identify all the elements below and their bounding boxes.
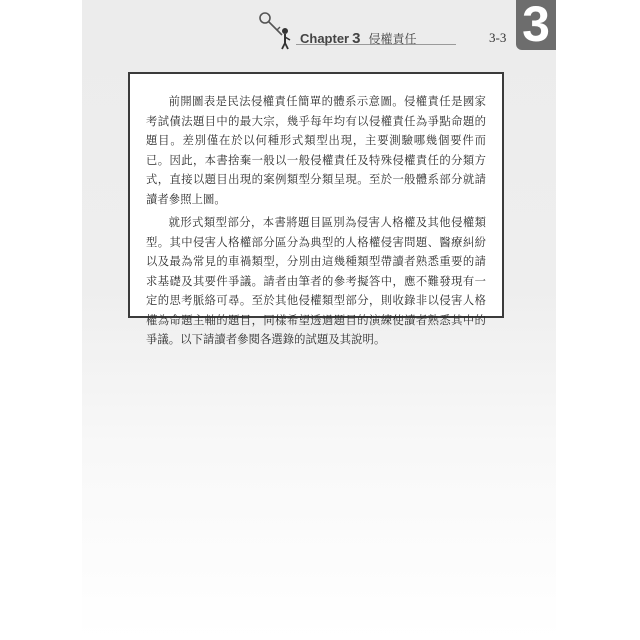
chapter-tab-number: 3 [522,0,550,52]
chapter-title: 侵權責任 [368,32,417,46]
text-box [128,72,504,346]
chapter-heading [300,30,416,48]
chapter-number: 3 [352,30,361,47]
chapter-label: Chapter [300,31,350,46]
paragraph-1: 前開圖表是民法侵權責任簡單的體系示意圖。侵權責任是國家考試債法題目中的最大宗，幾乎每年均有以侵權責任為爭點命題的題目。差別僅在於以何種形式類型出現，主要測驗哪幾個要件而已。因此，本書捨棄一般以一般侵權責任及特殊侵權責任的分類方式，直接以題目出現的案例類型分類呈現。至於一般體系部分就請讀者參照上圖。 [146,95,486,206]
page-number: 3-3 [489,30,507,45]
paragraph-2: 就形式類型部分，本書將題目區別為侵害人格權及其他侵權類型。其中侵害人格權部分區分為典型的人格權侵害問題、醫療糾紛以及最為常見的車禍類型，分別由這幾種類型帶讀者熟悉重要的請求基礎及其要件爭議。請者由筆者的參考擬答中，應不難發現有一定的思考脈絡可尋。至於其他侵權類型部分，則收錄非以侵害人格權為命題主軸的題目，同樣希望透過題目的演練使讀者熟悉其中的爭議。以下請讀者參閱各選錄的試題及其說明。 [146,216,486,346]
key-figure-icon [255,10,295,50]
